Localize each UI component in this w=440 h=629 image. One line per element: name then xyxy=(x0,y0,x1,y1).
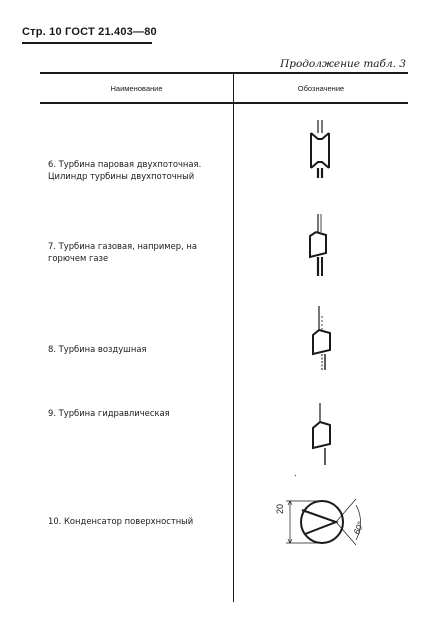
column-header-symbol: Обозначение xyxy=(297,84,345,93)
gas-turbine-icon xyxy=(310,214,326,276)
page-reference: Стр. 10 ГОСТ 21.403—80 xyxy=(22,26,157,38)
row-6-name: 6. Турбина паровая двухпоточная. Цилиндр турбины двухпоточный xyxy=(48,159,202,181)
steam-turbine-double-flow-icon xyxy=(311,120,329,178)
row-7-name: 7. Турбина газовая, например, на горючем газе xyxy=(48,241,198,263)
diameter-dimension-line xyxy=(286,501,322,543)
hydraulic-turbine-icon xyxy=(295,403,330,476)
row-10-name: 10. Конденсатор поверхностный xyxy=(48,516,194,526)
column-header-name: Наименование xyxy=(110,84,163,93)
row-9-name: 9. Турбина гидравлическая xyxy=(48,408,170,418)
table-continuation-label: Продолжение табл. 3 xyxy=(280,58,406,70)
diameter-dimension-label: 20 xyxy=(275,503,285,514)
angle-dimension-label: 60° xyxy=(351,520,366,536)
air-turbine-icon xyxy=(313,306,330,370)
surface-condenser-icon xyxy=(286,499,361,545)
row-8-name: 8. Турбина воздушная xyxy=(48,344,147,354)
